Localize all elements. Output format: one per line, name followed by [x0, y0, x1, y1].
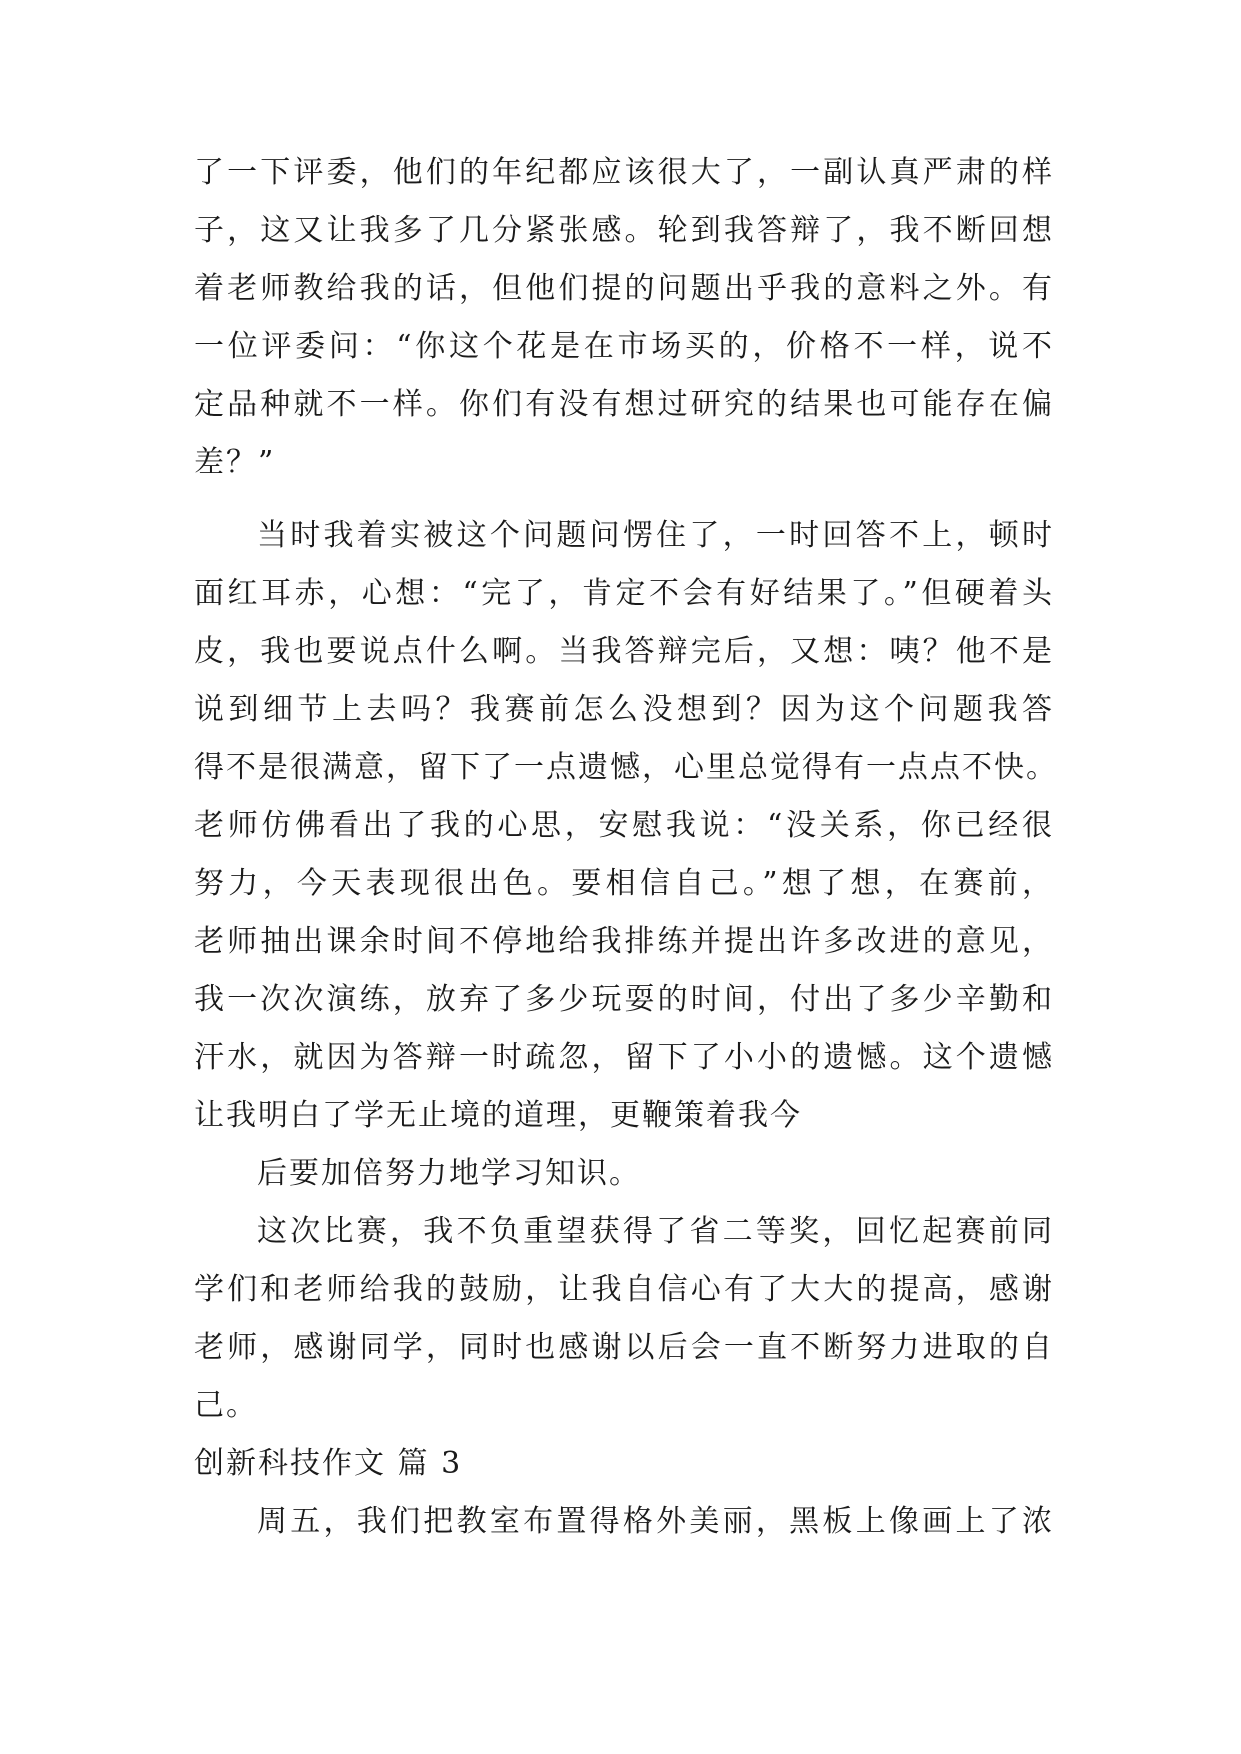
paragraph-line: 这次比赛，我不负重望获得了省二等奖，回忆起赛前同 — [257, 1214, 1054, 1249]
paragraph-line: 努力，今天表现很出色。要相信自己。”想了想，在赛前， — [194, 866, 1054, 901]
paragraph-line: 子，这又让我多了几分紧张感。轮到我答辩了，我不断回想 — [194, 213, 1054, 248]
paragraph-line: 一位评委问：“你这个花是在市场买的，价格不一样，说不 — [194, 329, 1054, 364]
paragraph-line: 当时我着实被这个问题问愣住了，一时回答不上，顿时 — [257, 518, 1054, 553]
paragraph-line: 皮，我也要说点什么啊。当我答辩完后，又想：咦？他不是 — [194, 634, 1054, 669]
paragraph-line: 了一下评委，他们的年纪都应该很大了，一副认真严肃的样 — [194, 155, 1054, 190]
paragraph-line: 己。 — [194, 1388, 258, 1423]
paragraph-line: 得不是很满意，留下了一点遗憾，心里总觉得有一点点不快。 — [194, 750, 1058, 785]
paragraph-line: 周五，我们把教室布置得格外美丽，黑板上像画上了浓 — [257, 1504, 1054, 1539]
section-heading: 创新科技作文 篇 3 — [194, 1446, 463, 1481]
paragraph-line: 着老师教给我的话，但他们提的问题出乎我的意料之外。有 — [194, 271, 1054, 306]
paragraph-line: 学们和老师给我的鼓励，让我自信心有了大大的提高，感谢 — [194, 1272, 1054, 1307]
paragraph-line: 老师，感谢同学，同时也感谢以后会一直不断努力进取的自 — [194, 1330, 1054, 1365]
paragraph-line: 我一次次演练，放弃了多少玩耍的时间，付出了多少辛勤和 — [194, 982, 1054, 1017]
paragraph-line: 说到细节上去吗？我赛前怎么没想到？因为这个问题我答 — [194, 692, 1054, 727]
paragraph-line: 汗水，就因为答辩一时疏忽，留下了小小的遗憾。这个遗憾 — [194, 1040, 1054, 1075]
paragraph-line: 老师仿佛看出了我的心思，安慰我说：“没关系，你已经很 — [194, 808, 1054, 843]
paragraph-line: 让我明白了学无止境的道理，更鞭策着我今 — [194, 1098, 802, 1133]
paragraph-line: 老师抽出课余时间不停地给我排练并提出许多改进的意见， — [194, 924, 1054, 959]
paragraph-line: 后要加倍努力地学习知识。 — [257, 1156, 641, 1191]
paragraph-line: 定品种就不一样。你们有没有想过研究的结果也可能存在偏 — [194, 387, 1054, 422]
paragraph-line: 差？” — [194, 445, 276, 480]
paragraph-line: 面红耳赤，心想：“完了，肯定不会有好结果了。”但硬着头 — [194, 576, 1054, 611]
